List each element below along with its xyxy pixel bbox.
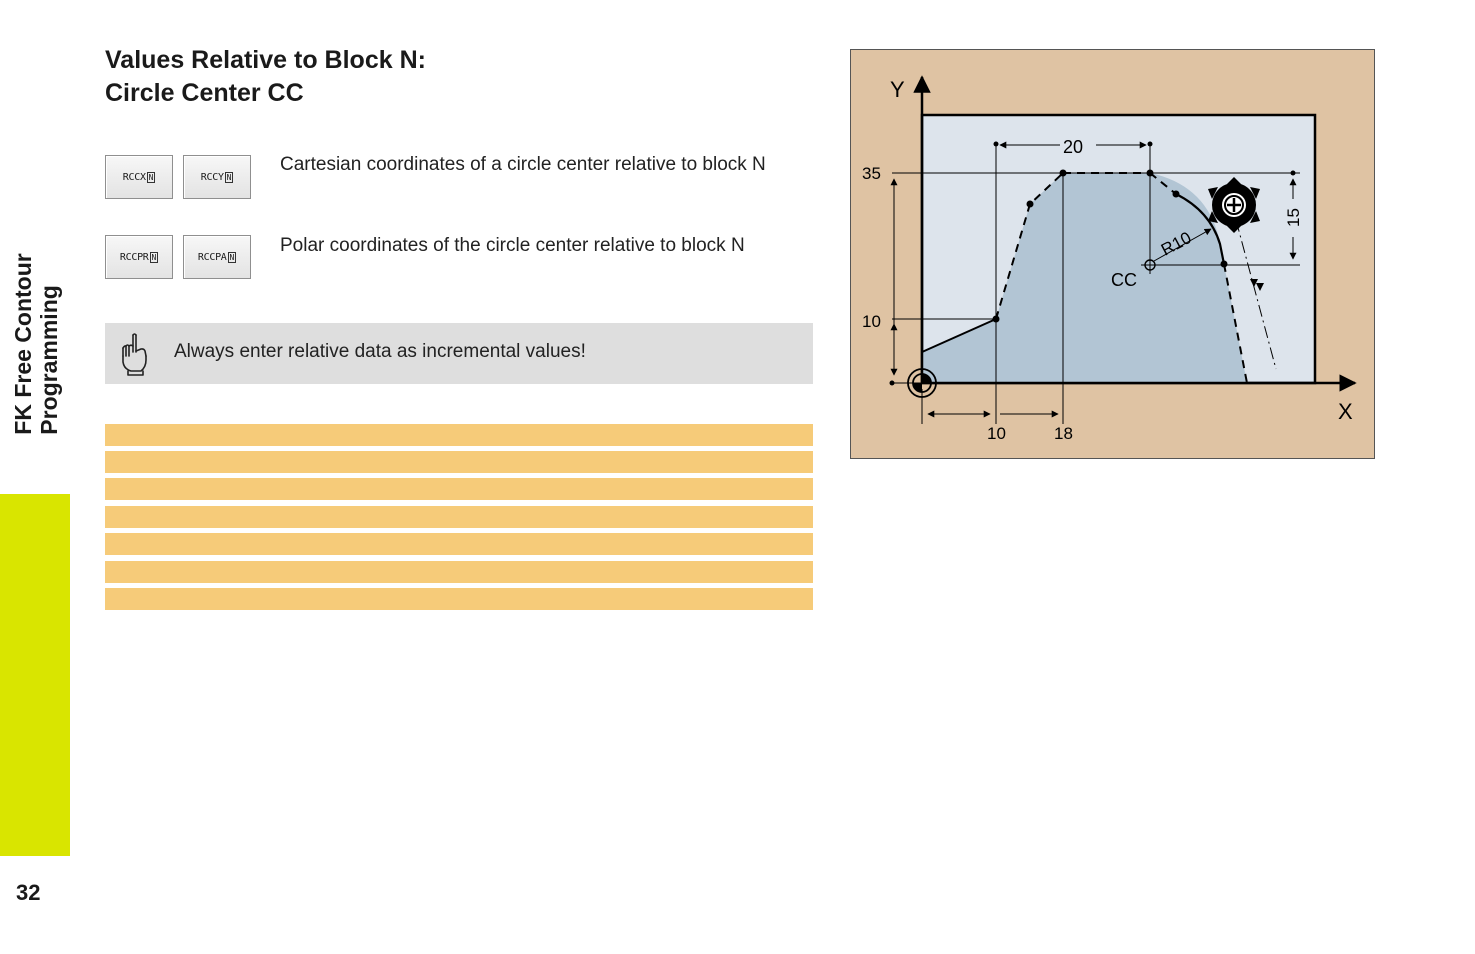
dim-label-15: 15 xyxy=(1284,208,1303,227)
page-number: 32 xyxy=(16,880,41,905)
dim-label-35: 35 xyxy=(862,164,881,183)
dim-label-y10: 10 xyxy=(862,312,881,331)
radius-label: R10 xyxy=(1157,228,1195,260)
cartesian-description: Cartesian coordinates of a circle center relative to block N xyxy=(280,154,766,175)
rccpa-softkey[interactable] xyxy=(183,235,251,279)
note-box xyxy=(105,323,813,384)
rccpa-softkey-label: RCCPA xyxy=(197,251,227,263)
block-marker: N xyxy=(229,252,235,262)
dim-label-20: 20 xyxy=(1063,137,1084,157)
chapter-title-line2: Programming xyxy=(36,285,62,435)
note-text: Always enter relative data as incremental values! xyxy=(174,341,586,362)
chapter-title xyxy=(2,225,70,463)
section-heading-line1: Values Relative to Block N: xyxy=(105,46,426,74)
block-marker: N xyxy=(148,172,154,182)
chapter-title-line1: FK Free Contour xyxy=(10,253,36,435)
chapter-tab-marker xyxy=(0,494,70,856)
rccx-softkey[interactable] xyxy=(105,155,173,199)
polar-description: Polar coordinates of the circle center relative to block N xyxy=(280,235,745,256)
dim-label-x18: 18 xyxy=(1054,424,1073,443)
rccpr-softkey-label: RCCPR xyxy=(119,251,149,263)
section-heading xyxy=(105,44,426,110)
pointing-hand-icon xyxy=(119,332,153,376)
block-marker: N xyxy=(226,172,232,182)
rccx-softkey-label: RCCX xyxy=(122,171,146,183)
dim-label-x10: 10 xyxy=(987,424,1006,443)
rccpr-softkey[interactable] xyxy=(105,235,173,279)
block-marker: N xyxy=(151,252,157,262)
code-listing-row xyxy=(105,478,813,500)
rccy-softkey[interactable] xyxy=(183,155,251,199)
code-listing-row xyxy=(105,451,813,473)
code-listing-row xyxy=(105,533,813,555)
x-axis-label: X xyxy=(1338,399,1353,424)
circle-center-label: CC xyxy=(1111,270,1137,290)
y-axis-label: Y xyxy=(890,77,905,102)
section-heading-line2: Circle Center CC xyxy=(105,79,304,107)
code-listing-row xyxy=(105,424,813,446)
code-listing-row xyxy=(105,561,813,583)
code-listing-row xyxy=(105,588,813,610)
contour-diagram xyxy=(850,49,1375,459)
rccy-softkey-label: RCCY xyxy=(200,171,224,183)
code-listing-row xyxy=(105,506,813,528)
